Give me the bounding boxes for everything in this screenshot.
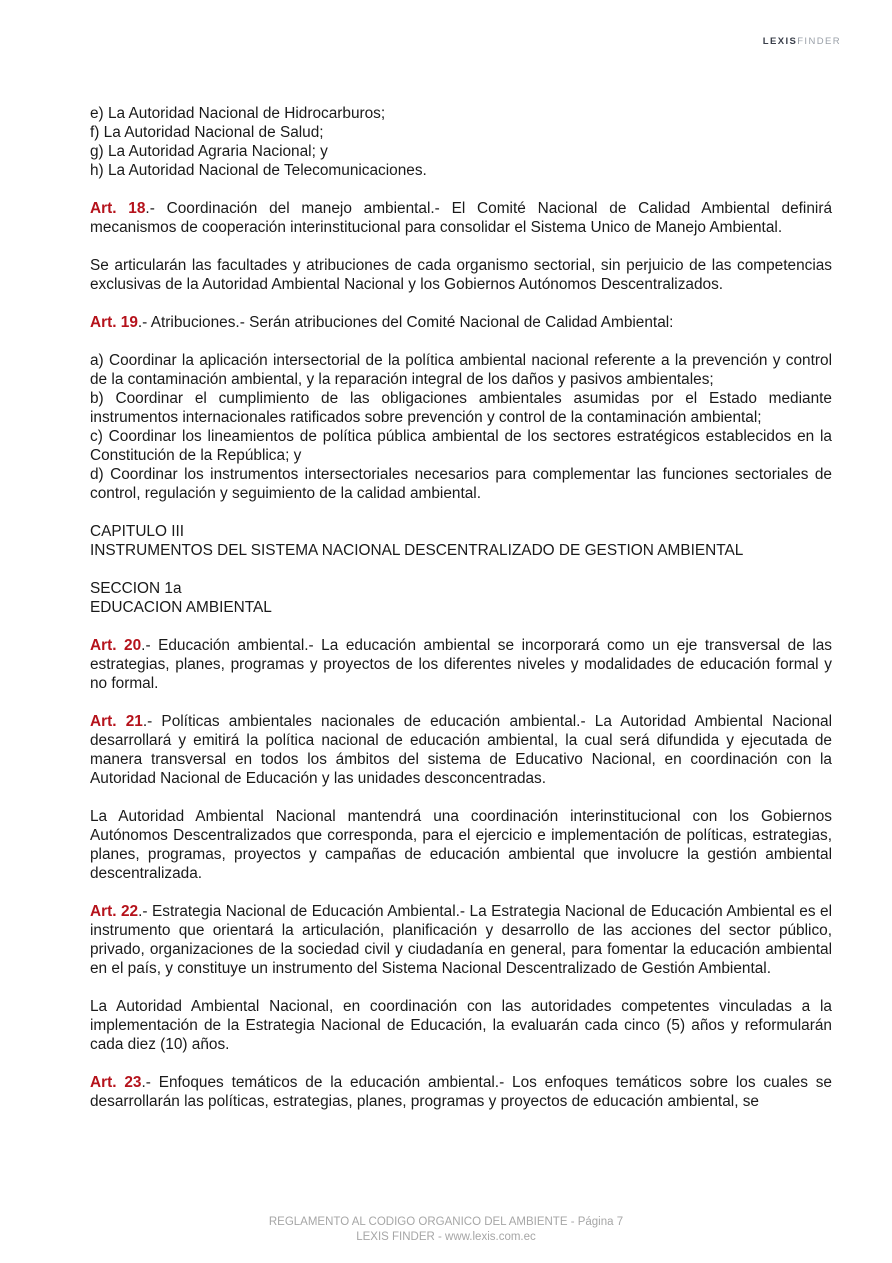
chapter-heading	[90, 522, 832, 560]
section-title: EDUCACION AMBIENTAL	[90, 599, 272, 616]
list-item: d) Coordinar los instrumentos intersectoriales necesarios para complementar las funciones sectoriales de control, regulación y seguimiento de la calidad ambiental.	[90, 466, 832, 502]
article-20	[90, 636, 832, 693]
article-label: Art. 18	[90, 200, 146, 217]
section-number: SECCION 1a	[90, 580, 182, 597]
chapter-number: CAPITULO III	[90, 523, 185, 540]
section-heading	[90, 579, 832, 617]
article-label: Art. 22	[90, 903, 139, 920]
list-item: g) La Autoridad Agraria Nacional; y	[90, 143, 328, 160]
document-body	[90, 104, 832, 1111]
logo-finder: FINDER	[797, 36, 841, 47]
article-23	[90, 1073, 832, 1111]
logo-lexis: LEXIS	[762, 36, 798, 47]
article-label: Art. 23	[90, 1074, 142, 1091]
article-19	[90, 313, 832, 332]
article-21	[90, 712, 832, 788]
page-footer	[0, 1215, 892, 1244]
list-item: e) La Autoridad Nacional de Hidrocarburos;	[90, 105, 386, 122]
article-22	[90, 902, 832, 978]
article-label: Art. 21	[90, 713, 143, 730]
list-item: c) Coordinar los lineamientos de política pública ambiental de los sectores estratégicos establecidos en la Constitución de la República; y	[90, 428, 832, 464]
list-continuation	[90, 104, 832, 180]
list-item: f) La Autoridad Nacional de Salud;	[90, 124, 324, 141]
list-item: h) La Autoridad Nacional de Telecomunicaciones.	[90, 162, 427, 179]
chapter-title: INSTRUMENTOS DEL SISTEMA NACIONAL DESCENTRALIZADO DE GESTION AMBIENTAL	[90, 542, 744, 559]
article-text: .- Coordinación del manejo ambiental.- El Comité Nacional de Calidad Ambiental definirá mecanismos de cooperación interinstitucional para consolidar el Sistema Unico de Manejo Ambiental.	[90, 200, 832, 236]
article-21-paragraph-2: La Autoridad Ambiental Nacional mantendrá una coordinación interinstitucional con los Gobiernos Autónomos Descentralizados que corresponda, para el ejercicio e implementación de políticas, estrategias, planes, programas, proyectos y campañas de educación ambiental que involucre la gestión ambiental descentralizada.	[90, 808, 832, 882]
article-22-paragraph-2: La Autoridad Ambiental Nacional, en coordinación con las autoridades competentes vinculadas a la implementación de la Estrategia Nacional de Educación, la evaluarán cada cinco (5) años y reformularán cada diez (10) años.	[90, 998, 832, 1053]
list-item: a) Coordinar la aplicación intersectorial de la política ambiental nacional referente a la prevención y control de la contaminación ambiental, y la reparación integral de los daños y pasivos ambientales;	[90, 352, 832, 388]
article-text: .- Enfoques temáticos de la educación ambiental.- Los enfoques temáticos sobre los cuales se desarrollarán las políticas, estrategias, planes, programas y proyectos de educación ambiental, se	[90, 1074, 832, 1110]
article-label: Art. 20	[90, 637, 142, 654]
footer-website: LEXIS FINDER - www.lexis.com.ec	[356, 1230, 536, 1243]
article-18	[90, 199, 832, 237]
article-text: .- Atribuciones.- Serán atribuciones del Comité Nacional de Calidad Ambiental:	[137, 314, 674, 331]
list-item: b) Coordinar el cumplimiento de las obligaciones ambientales asumidas por el Estado mediante instrumentos internacionales ratificados sobre prevención y control de la contaminación ambiental;	[90, 390, 832, 426]
article-text: .- Educación ambiental.- La educación ambiental se incorporará como un eje transversal de las estrategias, planes, programas y proyectos de los diferentes niveles y modalidades de educación formal y no formal.	[90, 637, 832, 692]
article-label: Art. 19	[90, 314, 138, 331]
article-text: .- Políticas ambientales nacionales de educación ambiental.- La Autoridad Ambiental Nacional desarrollará y emitirá la política nacional de educación ambiental, la cual será difundida y ejecutada de manera transversal en todos los ámbitos del sistema de Educativo Nacional, en coordinación con la Autoridad Nacional de Educación y las unidades desconcentradas.	[90, 713, 832, 787]
lexis-finder-logo	[763, 36, 841, 47]
article-19-items	[90, 351, 832, 503]
article-18-paragraph-2: Se articularán las facultades y atribuciones de cada organismo sectorial, sin perjuicio de las competencias exclusivas de la Autoridad Ambiental Nacional y los Gobiernos Autónomos Descentralizados.	[90, 257, 832, 293]
footer-document-title: REGLAMENTO AL CODIGO ORGANICO DEL AMBIENTE - Página 7	[268, 1216, 624, 1228]
article-text: .- Estrategia Nacional de Educación Ambiental.- La Estrategia Nacional de Educación Ambiental es el instrumento que orientará la articulación, planificación y desarrollo de las acciones del sector público, privado, organizaciones de la sociedad civil y ciudadanía en general, para fomentar la educación ambiental en el país, y constituye un instrumento del Sistema Nacional Descentralizado de Gestión Ambiental.	[90, 903, 832, 977]
